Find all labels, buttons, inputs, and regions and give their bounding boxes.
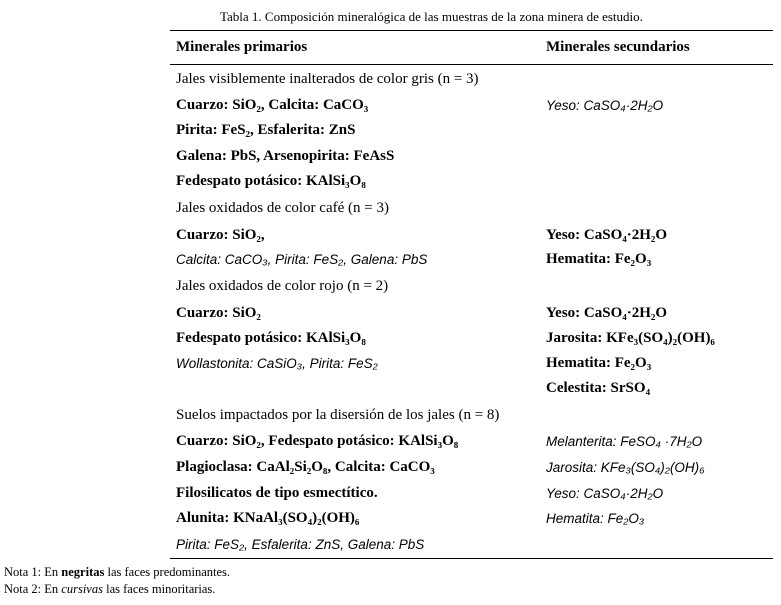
- primary-mineral: Cuarzo: SiO₂: [176, 305, 261, 321]
- primary-mineral: Galena: PbS, Arsenopirita: FeAsS: [176, 148, 395, 164]
- group-title: Jales visiblemente inalterados de color gris (n = 3): [176, 71, 479, 87]
- secondary-mineral: Yeso: CaSO₄·2H₂O: [546, 98, 664, 113]
- primary-mineral: Plagioclasa: CaAl₂Si₂O₈, Calcita: CaCO₃: [176, 459, 435, 475]
- secondary-mineral: Jarosita: KFe₃(SO₄)₂(OH)₆: [546, 460, 705, 475]
- note-text: Nota 1: En: [4, 565, 62, 579]
- primary-mineral: Filosilicatos de tipo esmectítico.: [176, 485, 378, 501]
- primary-mineral: Alunita: KNaAl₃(SO₄)₂(OH)₆: [176, 510, 360, 526]
- primary-mineral: Calcita: CaCO₃, Pirita: FeS₂, Galena: PbS: [176, 252, 428, 267]
- primary-mineral: Cuarzo: SiO₂, Calcita: CaCO₃: [176, 97, 369, 113]
- secondary-mineral: Yeso: CaSO₄·2H₂O: [546, 227, 668, 243]
- secondary-mineral: Yeso: CaSO₄·2H₂O: [546, 486, 664, 501]
- note-text: las faces predominantes.: [104, 565, 231, 579]
- secondary-mineral: Hematita: Fe₂O₃: [546, 511, 645, 526]
- group-title: Jales oxidados de color rojo (n = 2): [176, 278, 389, 294]
- group-title: Suelos impactados por la disersión de los jales (n = 8): [176, 407, 500, 423]
- note-emphasis: cursivas: [61, 582, 103, 596]
- footnote-2: [4, 583, 215, 596]
- secondary-mineral: Celestita: SrSO₄: [546, 380, 651, 396]
- primary-mineral: Pirita: FeS₂, Esfalerita: ZnS: [176, 122, 356, 138]
- primary-mineral: Pirita: FeS₂, Esfalerita: ZnS, Galena: PbS: [176, 537, 425, 552]
- primary-mineral: Fedespato potásico: KAlSi₃O₈: [176, 330, 366, 346]
- group-title: Jales oxidados de color café (n = 3): [176, 200, 389, 216]
- bottom-rule: [170, 558, 773, 559]
- primary-mineral: Wollastonita: CaSiO₃, Pirita: FeS₂: [176, 356, 378, 371]
- secondary-mineral: Jarosita: KFe₃(SO₄)₂(OH)₆: [546, 330, 715, 346]
- header-secondary: Minerales secundarios: [546, 39, 690, 55]
- footnote-1: [4, 566, 230, 579]
- note-text: Nota 2: En: [4, 582, 62, 596]
- header-rule: [170, 64, 773, 65]
- header-primary: Minerales primarios: [176, 39, 308, 55]
- primary-mineral: Cuarzo: SiO₂,: [176, 227, 265, 243]
- note-text: las faces minoritarias.: [102, 582, 216, 596]
- secondary-mineral: Hematita: Fe₂O₃: [546, 251, 652, 267]
- primary-mineral: Cuarzo: SiO₂, Fedespato potásico: KAlSi₃O₈: [176, 433, 459, 449]
- primary-mineral: Fedespato potásico: KAlSi₃O₈: [176, 173, 366, 189]
- secondary-mineral: Yeso: CaSO₄·2H₂O: [546, 305, 668, 321]
- secondary-mineral: Melanterita: FeSO₄ ·7H₂O: [546, 434, 703, 449]
- table-caption: Tabla 1. Composición mineralógica de las muestras de la zona minera de estudio.: [220, 9, 643, 24]
- note-emphasis: negritas: [61, 565, 105, 579]
- secondary-mineral: Hematita: Fe₂O₃: [546, 355, 652, 371]
- top-rule: [170, 30, 773, 31]
